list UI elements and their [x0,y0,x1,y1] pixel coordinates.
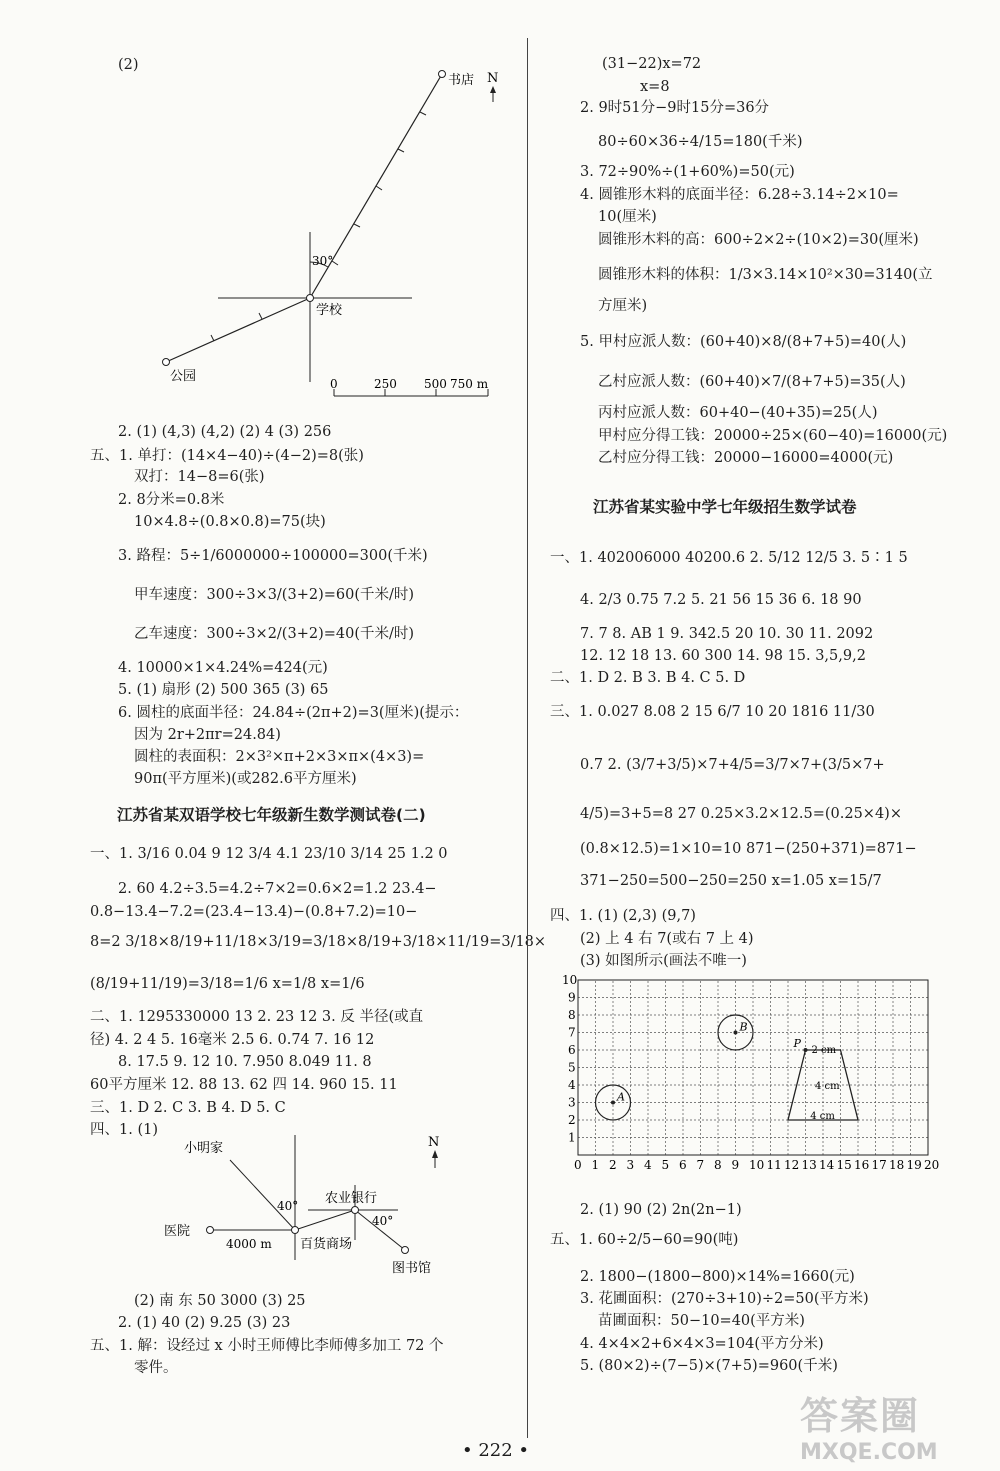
answer-line: 4. 圆锥形木料的底面半径：6.28÷3.14÷2×10= [580,187,899,203]
answer-line: 丙村应派人数：60+40−(40+35)=25(人) [598,405,878,421]
x-tick-label: 18 [889,1158,905,1172]
right-column [540,0,1000,1471]
x-tick-label: 16 [854,1158,870,1172]
answer-line: (2) 上 4 右 7(或右 7 上 4) [580,931,754,947]
watermark-url: MXQE.COM [800,1440,938,1465]
bookstore-label: 书店 [448,73,475,88]
answer-line: 三、1. 0.027 8.08 2 15 6/7 10 20 1816 11/30 [550,704,875,720]
x-tick-label: 7 [696,1158,705,1172]
section-title: 江苏省某实验中学七年级招生数学试卷 [593,498,857,516]
answer-line: 四、1. (1) [90,1122,158,1138]
answer-line: 方厘米) [598,298,648,314]
answer-line: 甲村应分得工钱：20000÷25×(60−40)=16000(元) [598,428,948,444]
answer-line: 0.7 2. (3/7+3/5)×7+4/5=3/7×7+(3/5×7+ [580,757,885,773]
answer-line: (31−22)x=72 [602,56,702,72]
map-home-diagram [160,1130,470,1280]
scale-500: 500 [424,377,447,391]
coordinate-grid [560,975,980,1185]
x-tick-label: 13 [801,1158,817,1172]
answer-line: 2. 60 4.2÷3.5=4.2÷7×2=0.6×2=1.2 23.4− [118,881,437,897]
answer-line: 苗圃面积：50−10=40(平方米) [598,1313,805,1329]
top-length-label: 2 cm [811,1045,837,1056]
answer-line: 371−250=500−250=250 x=1.05 x=15/7 [580,873,882,889]
y-tick-label: 9 [568,990,576,1005]
map-school-diagram [150,62,510,412]
answer-line: 4/5)=3+5=8 27 0.25×3.2×12.5=(0.25×4)× [580,806,902,822]
answer-line: 双打：14−8=6(张) [134,469,265,485]
bottom-length-label: 4 cm [810,1111,835,1122]
library-label: 图书馆 [392,1261,432,1276]
angle-label: 30° [312,254,334,268]
home-label: 小明家 [184,1141,224,1156]
answer-line: 2. 8分米=0.8米 [118,492,225,508]
point-b-label: B [739,1020,748,1034]
x-tick-label: 19 [906,1158,922,1172]
x-tick-label: 14 [819,1158,835,1172]
answer-line: 2. (1) 90 (2) 2n(2n−1) [580,1202,742,1218]
point-a-label: A [617,1090,625,1104]
answer-line: 4. 2/3 0.75 7.2 5. 21 56 15 36 6. 18 90 [580,592,862,608]
column-divider [527,38,528,1438]
y-tick-label: 10 [562,975,578,987]
answer-line: 乙村应分得工钱：20000−16000=4000(元) [598,450,894,466]
x-tick-label: 17 [871,1158,887,1172]
answer-line: 10(厘米) [598,209,657,225]
answer-line: 90π(平方厘米)(或282.6平方厘米) [134,771,357,787]
answer-line: 五、1. 60÷2/5−60=90(吨) [550,1232,739,1248]
answer-line: 3. 路程：5÷1/6000000÷100000=300(千米) [118,548,428,564]
y-tick-label: 2 [568,1113,576,1127]
y-tick-label: 5 [568,1060,576,1075]
answer-line: 2. 1800−(1800−800)×14%=1660(元) [580,1269,855,1285]
y-tick-label: 7 [568,1025,576,1040]
answer-line: 10×4.8÷(0.8×0.8)=75(块) [134,514,326,530]
answer-line: 7. 7 8. AB 1 9. 342.5 20 10. 30 11. 2092 [580,626,874,642]
watermark-logo: 答案圈 [800,1394,921,1438]
north-label: N [487,71,499,86]
center-a [611,1101,615,1105]
x-tick-label: 0 [574,1158,582,1172]
answer-line: 80÷60×36÷4/15=180(千米) [598,134,803,150]
x-tick-label: 1 [591,1158,600,1172]
x-tick-label: 6 [679,1158,687,1172]
answer-line: 五、1. 解：设经过 x 小时王师傅比李师傅多加工 72 个 [90,1338,444,1354]
point-p-label: P [793,1037,801,1050]
y-tick-label: 8 [568,1008,576,1022]
hospital-label: 医院 [164,1224,191,1239]
answer-line: 3. 花圃面积：(270÷3+10)÷2=50(平方米) [580,1291,869,1307]
height-label: 4 cm [815,1081,840,1092]
bank-label: 农业银行 [325,1191,378,1206]
answer-line: 四、1. (1) (2,3) (9,7) [550,908,696,924]
answer-line: 8. 17.5 9. 12 10. 7.950 8.049 11. 8 [118,1054,372,1070]
answer-line: 五、1. 单打：(14×4−40)÷(4−2)=8(张) [90,448,364,464]
answer-line: 2. (1) 40 (2) 9.25 (3) 23 [118,1315,291,1331]
answer-line: 5. 甲村应派人数：(60+40)×8/(8+7+5)=40(人) [580,334,907,350]
x-tick-label: 15 [836,1158,852,1172]
store-label: 百货商场 [300,1237,353,1252]
answer-line: 2. 9时51分−9时15分=36分 [580,100,770,116]
answer-line: 3. 72÷90%÷(1+60%)=50(元) [580,164,795,180]
distance-label: 4000 m [226,1237,272,1251]
x-tick-label: 2 [609,1158,617,1172]
x-tick-label: 8 [714,1158,722,1172]
answer-line: 5. (1) 扇形 (2) 500 365 (3) 65 [118,682,329,698]
page-number: • 222 • [462,1440,530,1461]
answer-line: 乙车速度：300÷3×2/(3+2)=40(千米/时) [134,626,415,642]
answer-line: 甲车速度：300÷3×3/(3+2)=60(千米/时) [134,587,415,603]
y-tick-label: 1 [568,1130,576,1145]
answer-line: (8/19+11/19)=3/18=1/6 x=1/8 x=1/6 [90,976,365,992]
answer-line: 径) 4. 2 4 5. 16毫米 2.5 6. 0.74 7. 16 12 [90,1032,375,1048]
answer-line: 因为 2r+2πr=24.84) [134,727,281,743]
x-tick-label: 4 [644,1158,652,1172]
answer-line: 0.8−13.4−7.2=(23.4−13.4)−(0.8+7.2)=10− [90,904,418,920]
x-tick-label: 11 [766,1158,782,1172]
x-tick-label: 20 [924,1158,940,1172]
answer-line: (0.8×12.5)=1×10=10 871−(250+371)=871− [580,841,917,857]
center-b [734,1031,738,1035]
answer-line: 圆锥形木料的体积：1/3×3.14×10²×30=3140(立 [598,267,933,283]
answer-line: 乙村应派人数：(60+40)×7/(8+7+5)=35(人) [598,374,906,390]
answer-line: 12. 12 18 13. 60 300 14. 98 15. 3,5,9,2 [580,648,866,664]
answer-line: 圆柱的表面积：2×3²×π+2×3×π×(4×3)= [134,749,425,765]
x-tick-label: 9 [731,1158,740,1172]
answer-line: 8=2 3/18×8/19+11/18×3/19=3/18×8/19+3/18×11/19=3/18× [90,934,547,950]
scale-750: 750 m [450,377,489,391]
answer-line: 三、1. D 2. C 3. B 4. D 5. C [90,1100,286,1116]
section-label: (2) [118,57,139,73]
x-tick-label: 10 [749,1158,765,1172]
north-label: N [428,1135,440,1150]
x-tick-label: 12 [784,1158,800,1172]
section-title: 江苏省某双语学校七年级新生数学测试卷(二) [117,806,426,824]
answer-line: (2) 南 东 50 3000 (3) 25 [134,1293,306,1309]
school-label: 学校 [316,303,343,318]
scale-0: 0 [330,377,338,391]
answer-line: 一、1. 3/16 0.04 9 12 3/4 4.1 23/10 3/14 25 1.2 0 [90,846,448,862]
y-tick-label: 3 [568,1095,576,1110]
scale-250: 250 [374,377,397,391]
answer-line: 4. 4×4×2+6×4×3=104(平方分米) [580,1336,824,1352]
answer-line: 4. 10000×1×4.24%=424(元) [118,660,328,676]
answer-line: 零件。 [134,1360,178,1376]
y-tick-label: 4 [568,1078,576,1092]
answer-line: (3) 如图所示(画法不唯一) [580,953,747,969]
angle-label: 40° [372,1214,394,1228]
y-tick-label: 6 [568,1043,576,1057]
watermark [800,1385,970,1465]
x-tick-label: 5 [661,1158,670,1172]
angle-label: 40° [277,1199,299,1213]
answer-line: 2. (1) (4,3) (4,2) (2) 4 (3) 256 [118,424,332,440]
x-tick-label: 3 [626,1158,635,1172]
answer-line: 圆锥形木料的高：600÷2×2÷(10×2)=30(厘米) [598,232,919,248]
park-label: 公园 [170,369,197,384]
answer-line: 二、1. 1295330000 13 2. 23 12 3. 反 半径(或直 [90,1009,424,1025]
answer-line: 二、1. D 2. B 3. B 4. C 5. D [550,670,746,686]
point-p [804,1048,808,1052]
answer-line: 60平方厘米 12. 88 13. 62 四 14. 960 15. 11 [90,1077,398,1093]
answer-line: 6. 圆柱的底面半径：24.84÷(2π+2)=3(厘米)(提示： [118,705,469,721]
answer-line: 一、1. 402006000 40200.6 2. 5/12 12/5 3. 5∶1 5 [550,550,908,566]
answer-line: x=8 [640,79,670,95]
answer-line: 5. (80×2)÷(7−5)×(7+5)=960(千米) [580,1358,838,1374]
